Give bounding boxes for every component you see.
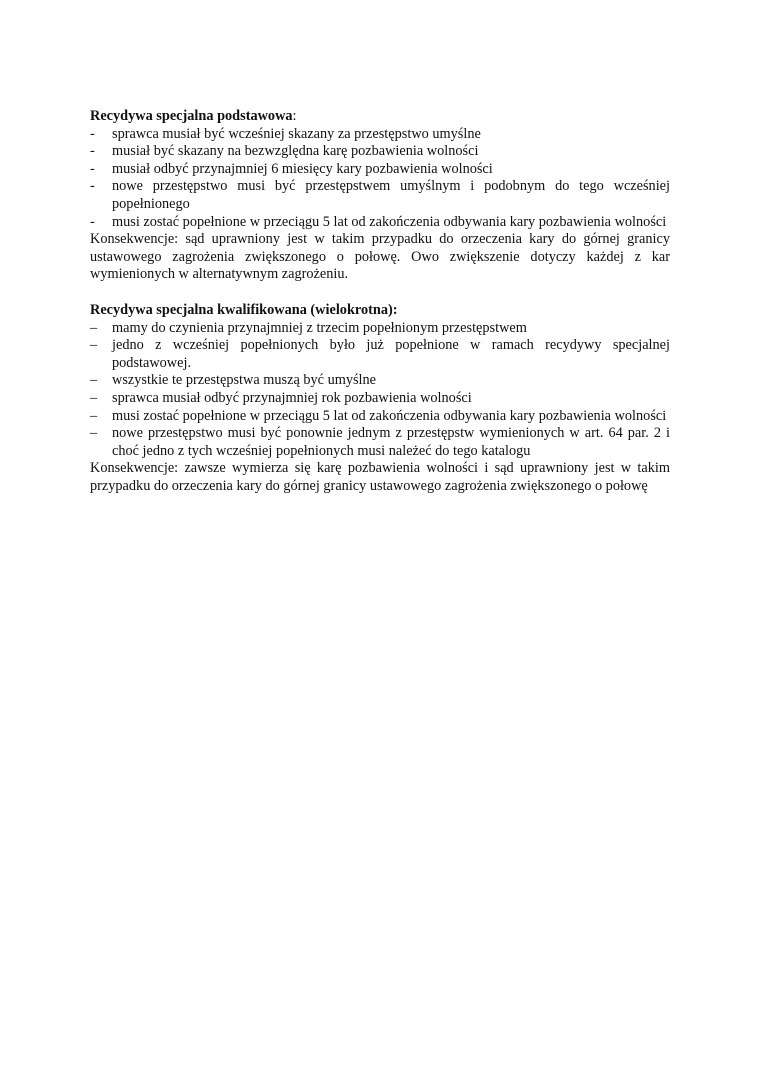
list-item xyxy=(90,126,670,144)
list-marker: - xyxy=(90,160,95,177)
section-heading-text: Recydywa specjalna kwalifikowana (wielokrotna): xyxy=(90,301,398,318)
list-item xyxy=(90,425,670,460)
list-item-text: musiał być skazany na bezwzględna karę pozbawienia wolności xyxy=(112,143,479,160)
section-heading xyxy=(90,108,670,126)
document-page xyxy=(90,108,670,495)
list-marker: – xyxy=(90,372,98,389)
section-heading-text: Recydywa specjalna podstawowa xyxy=(90,108,293,124)
list-marker: - xyxy=(90,143,95,160)
criteria-list xyxy=(90,320,670,461)
list-item-text: sprawca musiał być wcześniej skazany za przestępstwo umyślne xyxy=(112,125,481,142)
section-basic-recidivism xyxy=(90,108,670,284)
list-item xyxy=(90,390,670,408)
list-item xyxy=(90,372,670,390)
list-item xyxy=(90,337,670,372)
list-marker: - xyxy=(90,125,95,142)
list-marker: – xyxy=(90,319,98,336)
list-item xyxy=(90,161,670,179)
section-qualified-recidivism xyxy=(90,302,670,496)
consequence-paragraph: Konsekwencje: zawsze wymierza się karę pozbawienia wolności i sąd uprawniony jest w takim przypadku do orzeczenia kary do górnej granicy ustawowego zagrożenia zwiększonego o połowę xyxy=(90,460,670,494)
list-marker: – xyxy=(90,425,98,442)
section-heading-suffix: : xyxy=(292,108,297,124)
list-item xyxy=(90,320,670,338)
list-item-text: musi zostać popełnione w przeciągu 5 lat od zakończenia odbywania kary pozbawienia wolności xyxy=(112,407,667,424)
section-spacer xyxy=(90,284,670,302)
criteria-list xyxy=(90,126,670,232)
list-item xyxy=(90,143,670,161)
section-heading xyxy=(90,302,670,320)
list-item xyxy=(90,408,670,426)
list-item xyxy=(90,214,670,232)
list-item-text: nowe przestępstwo musi być ponownie jednym z przestępstw wymienionych w art. 64 par. 2 i choć jedno z tych wcześniej popełnionych musi należeć do tego katalogu xyxy=(112,425,670,459)
list-marker: - xyxy=(90,178,95,195)
list-item-text: wszystkie te przestępstwa muszą być umyślne xyxy=(112,372,377,389)
list-item-text: nowe przestępstwo musi być przestępstwem umyślnym i podobnym do tego wcześniej popełnionego xyxy=(112,178,670,212)
list-marker: – xyxy=(90,389,98,406)
list-item-text: sprawca musiał odbyć przynajmniej rok pozbawienia wolności xyxy=(112,389,472,406)
list-marker: - xyxy=(90,213,95,230)
list-item-text: musiał odbyć przynajmniej 6 miesięcy kary pozbawienia wolności xyxy=(112,160,493,177)
list-item xyxy=(90,178,670,213)
list-item-text: mamy do czynienia przynajmniej z trzecim popełnionym przestępstwem xyxy=(112,319,527,336)
list-marker: – xyxy=(90,337,98,354)
list-marker: – xyxy=(90,407,98,424)
consequence-paragraph: Konsekwencje: sąd uprawniony jest w takim przypadku do orzeczenia kary do górnej granicy ustawowego zagrożenia zwiększonego o połowę. Owo zwiększenie dotyczy każdej z kar wymienionych w alternatywnym zagrożeniu. xyxy=(90,231,670,283)
list-item-text: musi zostać popełnione w przeciągu 5 lat od zakończenia odbywania kary pozbawienia wolności xyxy=(112,213,667,230)
list-item-text: jedno z wcześniej popełnionych było już popełnione w ramach recydywy specjalnej podstawowej. xyxy=(112,337,670,371)
